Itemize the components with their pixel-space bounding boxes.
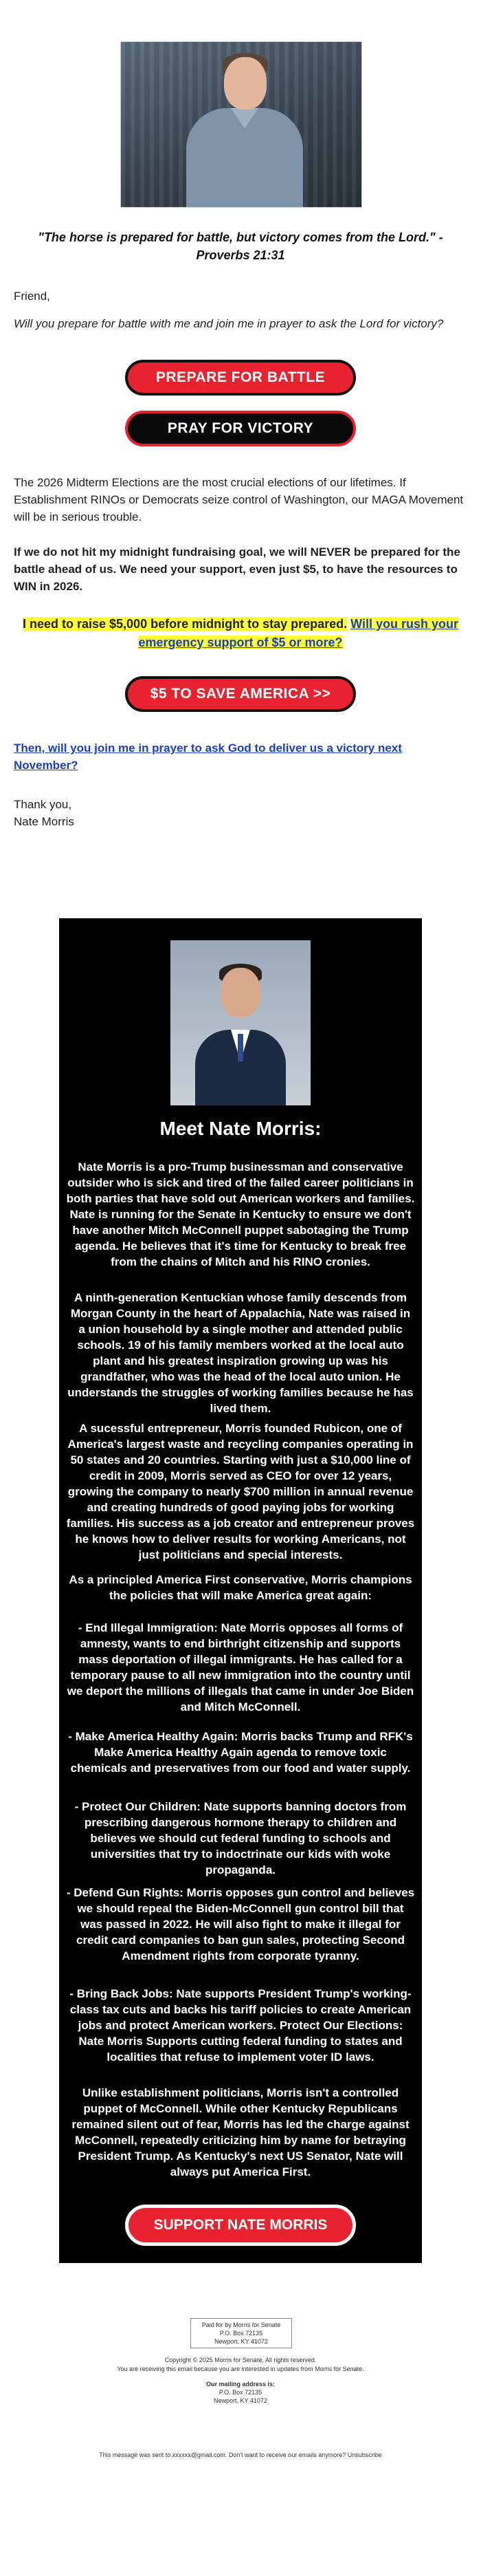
intro-text: Will you prepare for battle with me and join me in prayer to ask the Lord for victory? — [14, 317, 444, 330]
paragraph-goal: If we do not hit my midnight fundraising goal, we will NEVER be prepared for the battle ahead of us. We need your support, even just $5, to have the resources to WIN in 2026. — [14, 545, 460, 593]
bio-paragraph: Nate Morris is a pro-Trump businessman and conservative outsider who is sick and tired of the failed career politicians in both parties that have sold out American workers and families. Nate is running for the Senate in Kentucky to ensure we don't have another Mitch McConnell puppet sabotaging the Trump agenda. He believes that it's time for Kentucky to break free from the chains of Mitch and his RINO cronies. — [66, 1160, 415, 1268]
bio-paragraph: - Defend Gun Rights: Morris opposes gun control and believes we should repeal the Biden-McConnell gun control bill that was passed in 2022. He will also fight to make it illegal for credit card companies to ban gun sales, protecting Second Amendment rights from corporate tyranny. — [66, 1886, 415, 1962]
pray-for-victory-button[interactable]: PRAY FOR VICTORY — [125, 411, 356, 446]
mailing-label: Our mailing address is: — [205, 2381, 276, 2388]
sent-note: This message was sent to xxxxxx@gmail.com. Don't want to receive our emails anymore? Unsubscribe — [99, 2451, 382, 2458]
bible-quote: "The horse is prepared for battle, but victory comes from the Lord." - Proverbs 21:31 — [38, 230, 443, 262]
highlight-text: I need to raise $5,000 before midnight to stay prepared. — [22, 617, 348, 631]
bio-paragraph: - Make America Healthy Again: Morris backs Trump and RFK's Make America Healthy Again agenda to remove toxic chemicals and preservatives from our food and water supply. — [68, 1730, 413, 1775]
bio-section — [59, 918, 422, 2263]
save-america-button[interactable]: $5 TO SAVE AMERICA >> — [125, 676, 356, 712]
mailing-line: Newport, KY 41072 — [214, 2397, 267, 2404]
support-nate-morris-button[interactable]: SUPPORT NATE MORRIS — [125, 2205, 356, 2246]
paragraph-midterms: The 2026 Midterm Elections are the most crucial elections of our lifetimes. If Establishment RINOs or Democrats seize control of Washington, our MAGA Movement will be in serious trouble. — [14, 476, 464, 523]
signoff: Thank you, — [14, 798, 72, 811]
paid-line: Newport, KY 41072 — [214, 2338, 268, 2345]
signature: Nate Morris — [14, 815, 74, 828]
greeting: Friend, — [14, 290, 50, 303]
bio-title: Meet Nate Morris: — [159, 1118, 322, 1139]
prepare-for-battle-button[interactable]: PREPARE FOR BATTLE — [125, 360, 356, 396]
emergency-support-link[interactable]: Will you rush your emergency support of $5 or more? — [138, 617, 458, 649]
prayer-link[interactable]: Then, will you join me in prayer to ask God to deliver us a victory next November? — [14, 742, 402, 772]
paid-line: P.O. Box 72135 — [219, 2330, 263, 2337]
bio-paragraph: As a principled America First conservative, Morris champions the policies that will make America great again: — [69, 1573, 412, 1602]
bio-paragraph: Unlike establishment politicians, Morris isn't a controlled puppet of McConnell. While other Kentucky Republicans remained silent out of fear, Morris has led the charge against McConnell, repeatedly criticizing him by name for betraying President Trump. As Kentucky's next US Senator, Nate will always put America First. — [71, 2086, 410, 2178]
mailing-line: P.O. Box 72135 — [219, 2389, 262, 2396]
fundraising-highlight — [14, 615, 467, 652]
bio-paragraph: A sucessful entrepreneur, Morris founded Rubicon, one of America's largest waste and recycling companies operating in 50 states and 20 countries. Starting with just a $10,000 line of credit in 2009, Morris served as CEO for over 12 years, growing the company to nearly $700 million in annual revenue and creating hundreds of good paying jobs for working families. His success as a job creator and entrepreneur proves he knows how to deliver results for working Americans, not just politicians and special interests. — [66, 1422, 415, 1561]
candidate-portrait — [170, 940, 311, 1105]
bio-paragraph: - Protect Our Children: Nate supports banning doctors from prescribing dangerous hormone therapy to children and believes we should cut federal funding to schools and universities that try to indoctrinate our kids with woke propaganda. — [74, 1800, 407, 1876]
paid-for-box — [190, 2318, 292, 2348]
bio-paragraph: - End Illegal Immigration: Nate Morris opposes all forms of amnesty, wants to end birthright citizenship and supports mass deportation of illegal immigrants. He has called for a temporary pause to all new immigration into the country until we deport the millions of illegals that came in under Joe Biden and Mitch McConnell. — [67, 1621, 414, 1713]
receiving-note: You are receiving this email because you are interested in updates from Morris for Senate. — [117, 2366, 364, 2372]
bio-paragraph: - Bring Back Jobs: Nate supports President Trump's working-class tax cuts and backs his tariff policies to create American jobs and protect American workers. Protect Our Elections: Nate Morris Supports cutting federal funding to states and localities that refuse to implement voter ID laws. — [69, 1987, 412, 2064]
bio-paragraph: A ninth-generation Kentuckian whose family descends from Morgan County in the heart of Appalachia, Nate was raised in a union household by a single mother and attended public schools. 19 of his family members worked at the local auto plant and his greatest inspiration growing up was his grandfather, who was the head of the local auto union. He understands the struggles of working families because he has lived them. — [67, 1291, 414, 1415]
paid-line: Paid for by Morris for Senate — [201, 2321, 281, 2328]
copyright: Copyright © 2025 Morris for Senate, All rights reserved. — [164, 2357, 317, 2363]
hero-photo — [120, 41, 362, 208]
